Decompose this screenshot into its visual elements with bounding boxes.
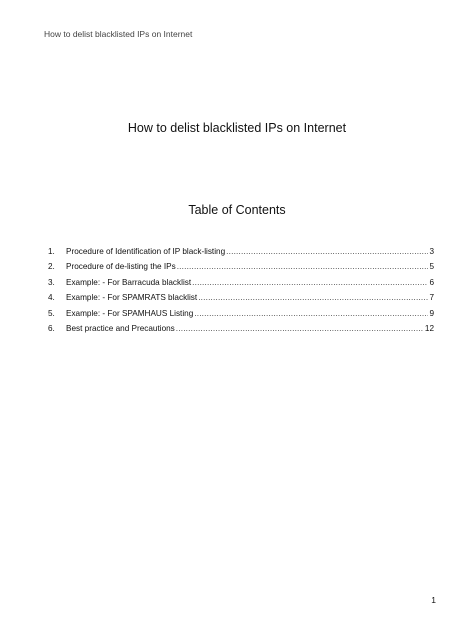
toc-dot-leader — [192, 278, 428, 287]
toc-entry[interactable] — [48, 278, 434, 293]
toc-entry[interactable] — [48, 247, 434, 262]
toc-entry-page[interactable]: 6 — [429, 277, 434, 287]
toc-entry-page[interactable]: 5 — [429, 262, 434, 272]
toc-entry-title[interactable]: Example: - For SPAMRATS blacklist — [66, 293, 198, 303]
toc-entry-number: 1. — [48, 247, 55, 256]
toc-entry-number: 6. — [48, 323, 55, 333]
toc-entry-title[interactable]: Procedure of Identification of IP black-listing — [66, 247, 226, 256]
toc-entry[interactable] — [48, 309, 434, 324]
table-of-contents — [48, 247, 434, 339]
toc-entry-page[interactable]: 3 — [429, 247, 434, 256]
toc-entry-number: 5. — [48, 308, 55, 318]
toc-entry-number: 4. — [48, 293, 55, 303]
toc-dot-leader — [226, 247, 428, 256]
toc-entry[interactable] — [48, 324, 434, 339]
toc-entry-page[interactable]: 9 — [429, 308, 434, 318]
toc-entry-title[interactable]: Procedure of de-listing the IPs — [66, 262, 176, 272]
toc-heading: Table of Contents — [188, 203, 286, 217]
toc-entry-number: 3. — [48, 277, 55, 287]
toc-dot-leader — [194, 309, 428, 318]
toc-dot-leader — [177, 262, 429, 271]
toc-entry[interactable] — [48, 262, 434, 277]
page-number: 1 — [431, 595, 436, 605]
toc-dot-leader — [176, 324, 424, 333]
toc-entry-page[interactable]: 7 — [429, 293, 434, 303]
toc-entry-title[interactable]: Best practice and Precautions — [66, 323, 175, 333]
toc-entry-number: 2. — [48, 262, 55, 272]
toc-dot-leader — [198, 293, 428, 302]
toc-entry[interactable] — [48, 293, 434, 308]
toc-entry-title[interactable]: Example: - For SPAMHAUS Listing — [66, 308, 194, 318]
toc-entry-title[interactable]: Example: - For Barracuda blacklist — [66, 277, 192, 287]
document-title: How to delist blacklisted IPs on Internet — [127, 121, 347, 135]
running-header: How to delist blacklisted IPs on Internet — [44, 29, 193, 39]
toc-entry-page[interactable]: 12 — [424, 323, 434, 333]
